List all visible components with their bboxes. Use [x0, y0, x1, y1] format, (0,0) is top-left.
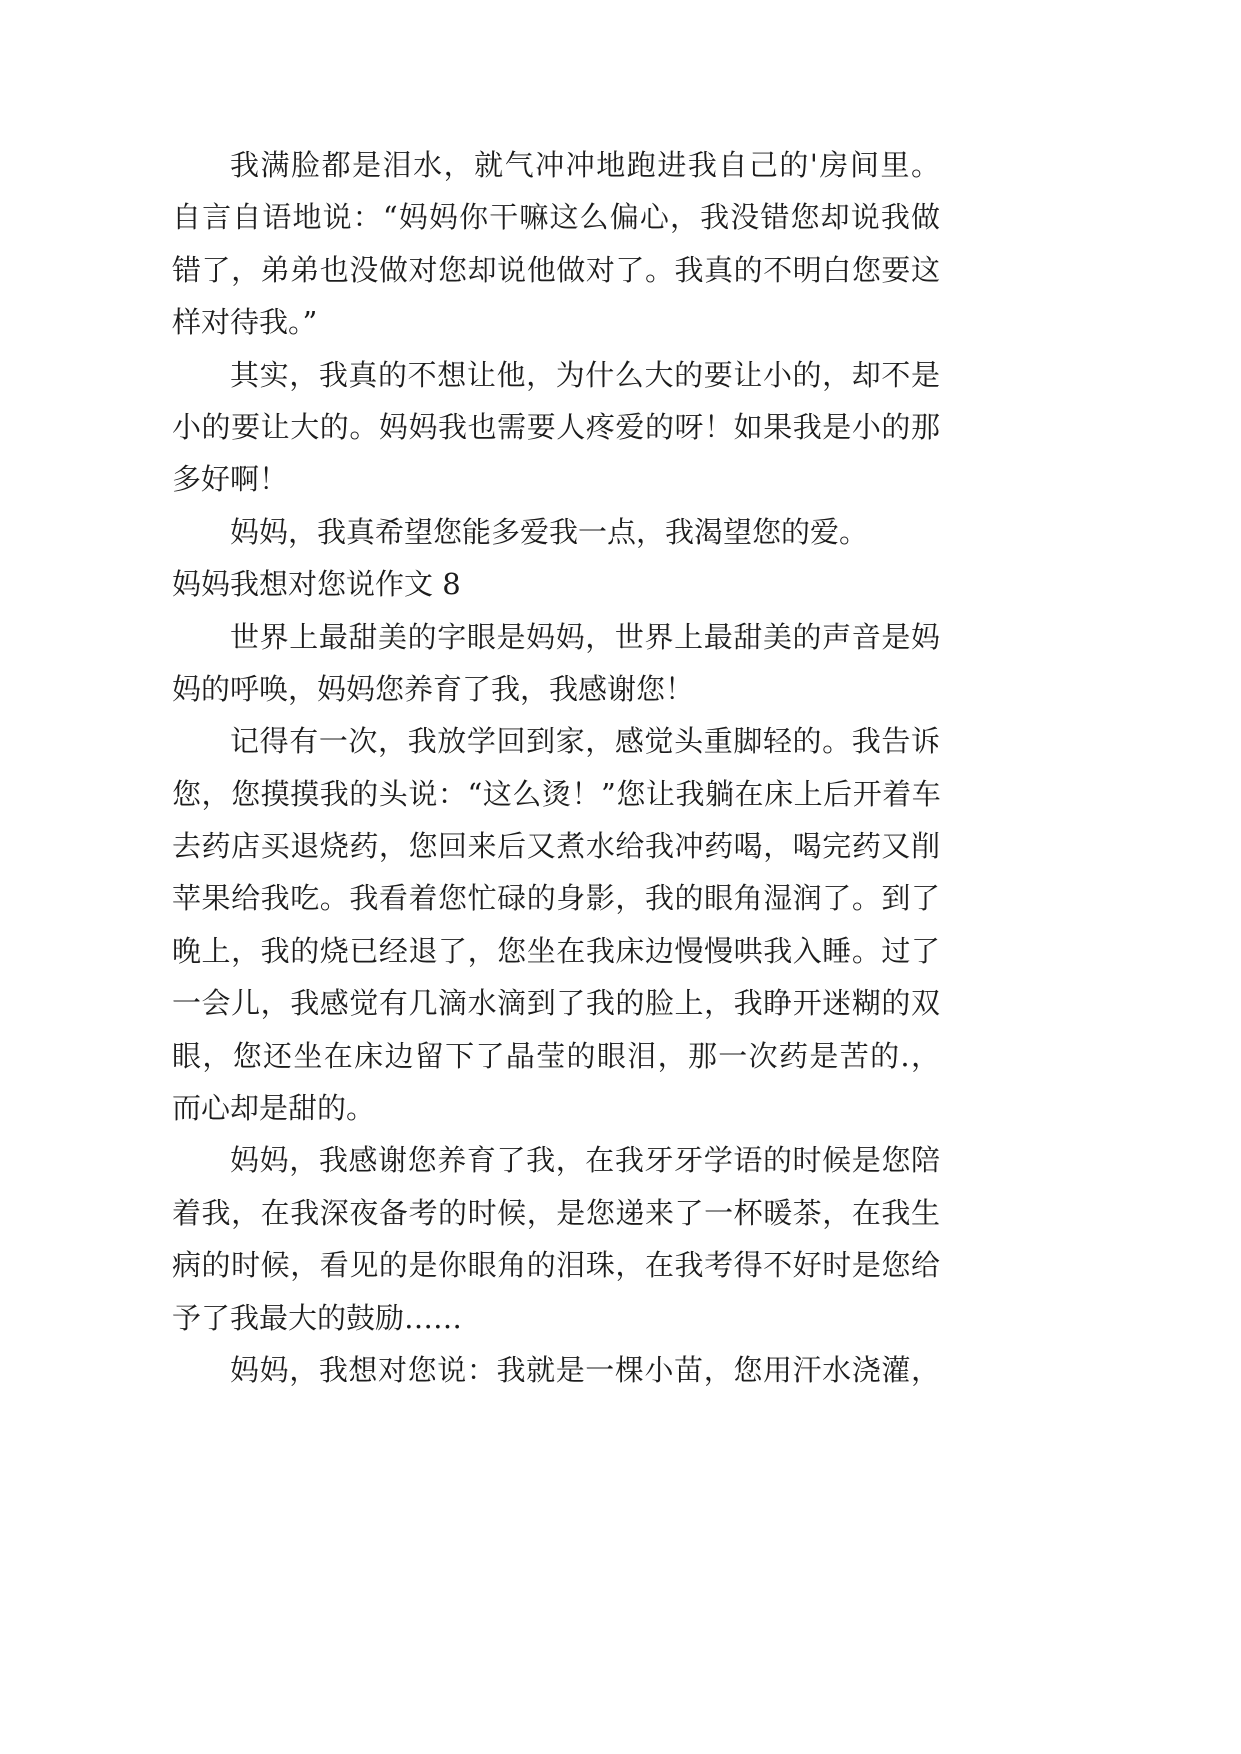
text-line: 着我，在我深夜备考的时候，是您递来了一杯暖茶，在我生: [172, 1195, 940, 1230]
text-line: 病的时候，看见的是你眼角的泪珠，在我考得不好时是您给: [172, 1248, 940, 1283]
text-line: 妈妈，我想对您说：我就是一棵小苗，您用汗水浇灌，: [230, 1352, 940, 1387]
paragraph: [172, 139, 940, 349]
text-line: 其实，我真的不想让他，为什么大的要让小的，却不是: [230, 357, 940, 392]
text-line: 而心却是甜的。: [172, 1091, 376, 1126]
section-heading: 妈妈我想对您说作文 8: [172, 567, 461, 602]
text-line: 妈的呼唤，妈妈您养育了我，我感谢您！: [172, 671, 695, 706]
text-line: 眼，您还坐在床边留下了晶莹的眼泪，那一次药是苦的.，: [172, 1038, 940, 1073]
paragraph: [172, 1134, 940, 1344]
text-line: 您，您摸摸我的头说：“这么烫！”您让我躺在床上后开着车: [172, 776, 940, 811]
text-line: 世界上最甜美的字眼是妈妈，世界上最甜美的声音是妈: [230, 619, 940, 654]
text-line: 我满脸都是泪水，就气冲冲地跑进我自己的'房间里。: [230, 148, 940, 182]
paragraph: [172, 611, 940, 716]
paragraph: [172, 506, 940, 558]
text-line: 一会儿，我感觉有几滴水滴到了我的脸上，我睁开迷糊的双: [172, 986, 940, 1021]
text-line: 去药店买退烧药，您回来后又煮水给我冲药喝，喝完药又削: [172, 829, 940, 864]
text-line: 样对待我。”: [172, 305, 318, 340]
paragraph: [172, 1344, 940, 1396]
paragraph: [172, 349, 940, 506]
text-line: 予了我最大的鼓励……: [172, 1300, 463, 1335]
text-line: 记得有一次，我放学回到家，感觉头重脚轻的。我告诉: [230, 724, 940, 759]
document-body: [172, 139, 940, 1396]
text-line: 小的要让大的。妈妈我也需要人疼爱的呀！如果我是小的那: [172, 409, 940, 444]
text-line: 多好啊！: [172, 462, 289, 497]
text-line: 妈妈，我感谢您养育了我，在我牙牙学语的时候是您陪: [230, 1143, 940, 1178]
paragraph: [172, 715, 940, 1134]
text-line: 自言自语地说：“妈妈你干嘛这么偏心，我没错您却说我做: [172, 200, 940, 235]
text-line: 苹果给我吃。我看着您忙碌的身影，我的眼角湿润了。到了: [172, 881, 940, 916]
text-line: 妈妈，我真希望您能多爱我一点，我渴望您的爱。: [230, 514, 869, 549]
text-line: 错了，弟弟也没做对您却说他做对了。我真的不明白您要这: [172, 252, 940, 287]
text-line: 晚上，我的烧已经退了，您坐在我床边慢慢哄我入睡。过了: [172, 933, 940, 968]
